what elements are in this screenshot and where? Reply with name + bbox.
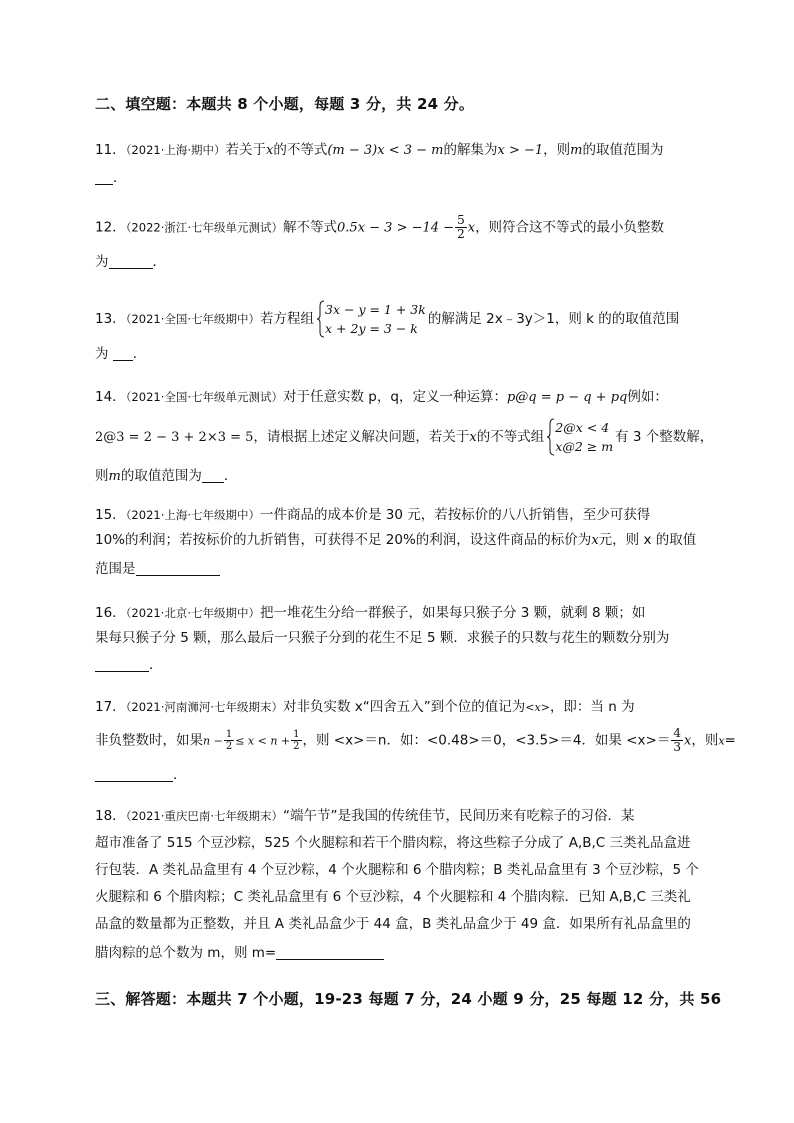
question-text: ，请根据上述定义解决问题，若关于 bbox=[253, 429, 470, 445]
math-expression: p@q = p − q + pq bbox=[506, 390, 628, 405]
question-14-line-3 bbox=[95, 466, 237, 487]
math-expression: (m − 3)x < 3 − m bbox=[327, 143, 444, 158]
math-variable: x bbox=[266, 143, 274, 158]
question-18-line-2 bbox=[95, 833, 691, 853]
question-16-line-2 bbox=[95, 628, 669, 648]
question-11-line-1 bbox=[95, 140, 664, 161]
fraction-numerator: 1 bbox=[225, 729, 233, 740]
math-expression: ≤ x < n + bbox=[235, 734, 291, 748]
inequality-row: x@2 ≥ m bbox=[555, 439, 614, 454]
question-number: 16． bbox=[95, 605, 126, 621]
question-15-line-2 bbox=[95, 530, 696, 551]
answer-blank[interactable] bbox=[95, 170, 113, 185]
math-variable: x bbox=[467, 220, 476, 236]
math-example: <3.5>＝4 bbox=[515, 732, 582, 749]
math-expression: 0.5x − 3 > −14 − bbox=[337, 220, 455, 236]
question-15-line-1 bbox=[95, 505, 650, 525]
question-number: 11． bbox=[95, 142, 126, 158]
question-text: ． bbox=[173, 767, 187, 783]
question-12-line-2 bbox=[95, 252, 166, 272]
question-source: （2021·上海·七年级期中） bbox=[125, 508, 261, 522]
question-12 bbox=[95, 214, 700, 274]
question-16-line-3 bbox=[95, 655, 163, 675]
question-source: （2021·全国·七年级单元测试） bbox=[125, 390, 284, 404]
question-text: 元，则 x 的取值 bbox=[598, 532, 697, 548]
question-text: 品盒的数量都为正整数，并且 A 类礼品盒少于 44 盒，B 类礼品盒少于 49 盒．如果所有礼品盒里的 bbox=[95, 916, 691, 932]
math-expression: n − bbox=[203, 734, 223, 748]
question-text: 非负整数时，如果 bbox=[95, 732, 203, 749]
equation-row: 3x − y = 1 + 3k bbox=[325, 302, 426, 317]
question-text: ，则符合这不等式的最小负整数 bbox=[475, 219, 665, 236]
question-text: 10%的利润；若按标价的九折销售，可获得不足 20%的利润，设这件商品的标价为 bbox=[95, 532, 592, 548]
question-16 bbox=[95, 603, 700, 678]
section-heading-solutions: 三、解答题：本题共 7 个小题，19-23 每题 7 分，24 小题 9 分，25 每题 12 分，共 56 bbox=[95, 990, 722, 1008]
math-example: <0.48>＝0 bbox=[426, 732, 502, 749]
math-variable: m bbox=[108, 469, 121, 484]
question-text: “端午节”是我国的传统佳节，民间历来有吃粽子的习俗．某 bbox=[283, 808, 635, 824]
math-expression: x > −1 bbox=[497, 143, 544, 158]
question-text: 把一堆花生分给一群猴子，如果每只猴子分 3 颗，就剩 8 颗；如 bbox=[260, 605, 646, 621]
question-17-line-2 bbox=[95, 727, 736, 754]
question-source: （2021·重庆巴南·七年级期末） bbox=[125, 809, 284, 823]
question-text: 超市准备了 515 个豆沙粽，525 个火腿粽和若干个腊肉粽，将这些粽子分成了 A,B,C 三类礼品盒进 bbox=[95, 835, 691, 851]
question-16-line-1 bbox=[95, 603, 645, 623]
fraction-numerator: 4 bbox=[673, 726, 681, 740]
fraction-denominator: 3 bbox=[673, 740, 681, 754]
math-fraction bbox=[291, 729, 301, 752]
left-brace-icon bbox=[316, 300, 325, 338]
question-text: ，即：当 n 为 bbox=[549, 699, 635, 715]
question-source: （2021·北京·七年级期中） bbox=[125, 606, 261, 620]
question-14 bbox=[95, 387, 714, 487]
question-text: ． bbox=[223, 468, 238, 484]
question-source: （2021·上海·期中） bbox=[125, 143, 226, 157]
section-heading-fill-in: 二、填空题：本题共 8 个小题，每题 3 分，共 24 分。 bbox=[95, 95, 475, 113]
question-text: 火腿粽和 6 个腊肉粽；C 类礼品盒里有 6 个豆沙粽，4 个火腿粽和 4 个腊肉粽．已知 A,B,C 三类礼 bbox=[95, 889, 691, 905]
question-18-line-6 bbox=[95, 943, 384, 963]
question-15 bbox=[95, 505, 700, 585]
question-15-line-3 bbox=[95, 559, 220, 579]
answer-blank[interactable] bbox=[113, 346, 133, 361]
math-expression: 2@3 = 2 − 3 + 2×3 = 5 bbox=[95, 430, 254, 445]
question-14-line-2 bbox=[95, 418, 713, 456]
question-14-line-1 bbox=[95, 387, 668, 408]
question-number: 14． bbox=[95, 389, 126, 405]
question-18-line-1 bbox=[95, 806, 635, 826]
question-text: ， bbox=[501, 732, 516, 749]
question-number: 13． bbox=[95, 311, 126, 327]
answer-blank[interactable] bbox=[136, 561, 220, 576]
question-text: ． bbox=[113, 170, 127, 186]
fraction-numerator: 1 bbox=[293, 729, 300, 740]
fraction-denominator: 2 bbox=[457, 227, 465, 241]
question-18-line-4 bbox=[95, 887, 691, 907]
question-source: （2021·河南浉河·七年级期末） bbox=[125, 700, 284, 714]
question-18 bbox=[95, 806, 700, 966]
question-text: ，则 bbox=[543, 142, 571, 158]
question-text: 解不等式 bbox=[283, 219, 338, 236]
question-text: ． bbox=[132, 346, 147, 362]
question-text: 若关于 bbox=[225, 142, 267, 158]
question-text: ，则 bbox=[691, 732, 719, 749]
answer-blank[interactable] bbox=[276, 945, 384, 960]
question-text: 的解满足 2x﹣3y＞1，则 k 的的取值范围 bbox=[427, 311, 680, 327]
question-12-line-1 bbox=[95, 214, 664, 241]
question-text: ． bbox=[149, 657, 163, 673]
fraction-denominator: 2 bbox=[293, 741, 300, 752]
question-text: 对于任意实数 p，q，定义一种运算： bbox=[283, 389, 507, 405]
question-text: 一件商品的成本价是 30 元，若按标价的八八折销售，至少可获得 bbox=[260, 507, 651, 523]
answer-blank[interactable] bbox=[202, 468, 224, 483]
question-17 bbox=[95, 697, 736, 787]
question-text: ，则 <x>＝n．如： bbox=[302, 732, 427, 749]
question-number: 17． bbox=[95, 699, 126, 715]
question-text: 为 bbox=[95, 346, 109, 362]
question-text: 腊肉粽的总个数为 m，则 m= bbox=[95, 945, 277, 961]
question-17-line-1 bbox=[95, 697, 635, 718]
question-text: 果每只猴子分 5 颗，那么最后一只猴子分到的花生不足 5 颗．求猴子的只数与花生的颗数分别为 bbox=[95, 630, 670, 646]
question-18-line-3 bbox=[95, 860, 699, 880]
question-13-line-2 bbox=[95, 344, 146, 364]
math-variable: x bbox=[469, 430, 477, 445]
question-number: 15． bbox=[95, 507, 126, 523]
question-text: 范围是 bbox=[95, 561, 136, 577]
question-text: ． bbox=[152, 254, 166, 270]
question-text: 的不等式 bbox=[273, 142, 328, 158]
question-number: 18． bbox=[95, 808, 126, 824]
inequality-row: 2@x < 4 bbox=[555, 420, 610, 435]
question-13 bbox=[95, 304, 700, 364]
question-text: 的取值范围为 bbox=[582, 142, 664, 158]
question-text: 若方程组 bbox=[260, 311, 315, 327]
equation-system bbox=[316, 300, 426, 338]
left-brace-icon bbox=[546, 418, 555, 456]
math-fraction bbox=[455, 214, 467, 241]
question-11 bbox=[95, 140, 700, 190]
answer-blank[interactable] bbox=[95, 767, 173, 782]
answer-blank[interactable] bbox=[109, 254, 153, 269]
question-source: （2021·全国·七年级期中） bbox=[125, 312, 261, 326]
equation-row: x + 2y = 3 − k bbox=[325, 321, 418, 336]
question-text: 例如： bbox=[627, 389, 668, 405]
math-variable: x bbox=[591, 533, 599, 548]
question-text: 的不等式组 bbox=[476, 429, 545, 445]
math-variable: m bbox=[570, 143, 583, 158]
question-13-line-1 bbox=[95, 300, 679, 338]
question-text: = bbox=[724, 732, 736, 749]
question-text: 的解集为 bbox=[443, 142, 498, 158]
fraction-numerator: 5 bbox=[457, 213, 465, 227]
fraction-denominator: 2 bbox=[225, 741, 233, 752]
inequality-system bbox=[546, 418, 613, 456]
question-text: 有 3 个整数解， bbox=[615, 429, 714, 445]
question-17-line-3 bbox=[95, 765, 187, 785]
question-text: 对非负实数 x“四舍五入”到个位的值记为 bbox=[283, 699, 526, 715]
question-text: ．如果 <x>＝ bbox=[581, 732, 671, 749]
question-source: （2022·浙江·七年级单元测试） bbox=[125, 220, 284, 235]
math-symbol: <x> bbox=[525, 701, 550, 714]
math-fraction bbox=[224, 729, 234, 752]
math-variable: x bbox=[718, 734, 725, 748]
math-variable: x bbox=[683, 733, 692, 749]
answer-blank[interactable] bbox=[95, 657, 149, 672]
question-text: 行包装．A 类礼品盒里有 4 个豆沙粽，4 个火腿粽和 6 个腊肉粽；B 类礼品盒里有 3 个豆沙粽，5 个 bbox=[95, 862, 699, 878]
question-number: 12． bbox=[95, 219, 126, 236]
question-11-line-2 bbox=[95, 168, 127, 188]
question-18-line-5 bbox=[95, 914, 691, 934]
question-text: 的取值范围为 bbox=[120, 468, 202, 484]
question-text: 为 bbox=[95, 254, 109, 270]
math-fraction bbox=[671, 727, 683, 754]
question-text: 则 bbox=[95, 468, 109, 484]
